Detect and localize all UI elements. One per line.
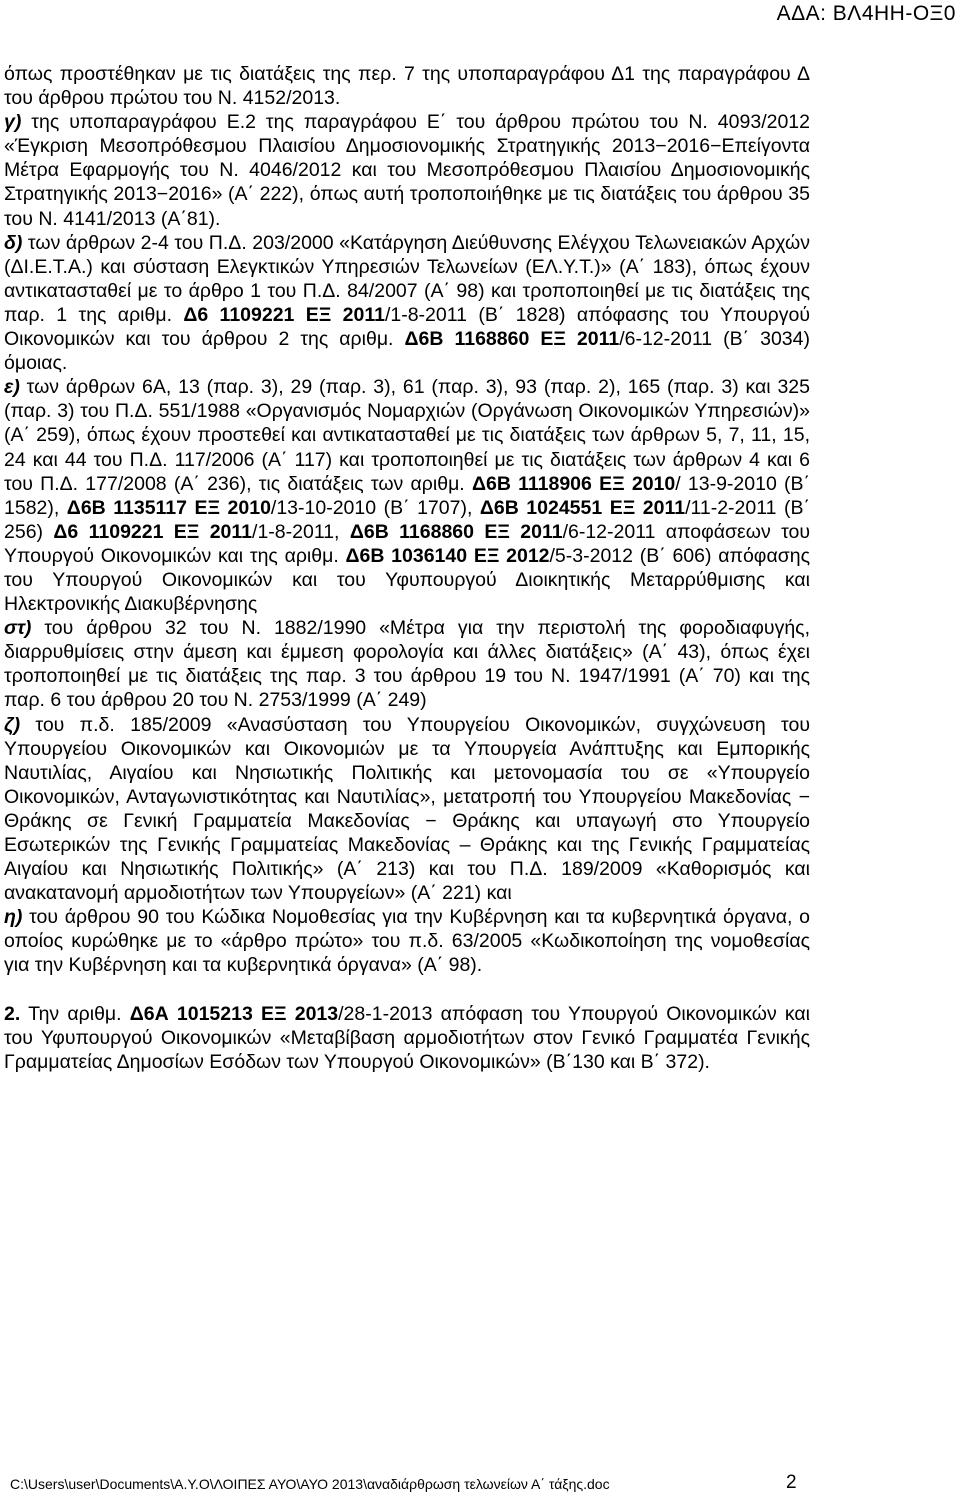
- decision-ref: Δ6Β 1024551 ΕΞ 2011: [479, 496, 686, 519]
- paragraph-item-2: [4, 1002, 810, 1074]
- item-label-gamma: γ): [4, 111, 22, 134]
- decision-ref: Δ6Β 1118906 ΕΞ 2010: [471, 472, 676, 495]
- paragraph-eta-text: του άρθρου 90 του Κώδικα Νομοθεσίας για την Κυβέρνηση και τα κυβερνητικά όργανα, ο οποίος κυρώθηκε με το «άρθρο πρώτο» του π.δ. 63/2005 «Κωδικοποίηση της νομοθεσίας για την Κυβέρνηση και τα κυβερνητικά όργανα» (Α΄ 98).: [4, 906, 810, 977]
- paragraph-epsilon-text-6: /6-12-2011 αποφάσεων του Υπουργού Οικονομικών και της αριθμ.: [4, 520, 811, 567]
- paragraph-epsilon-text-3: /13-10-2010 (Β΄ 1707),: [270, 496, 480, 519]
- paragraph-epsilon-text-1: των άρθρων 6Α, 13 (παρ. 3), 29 (παρ. 3), 61 (παρ. 3), 93 (παρ. 2), 165 (παρ. 3) και 325 (παρ. 3) του Π.Δ. 551/1988 «Οργανισμός Νομαρχιών (Οργάνωση Οικονομικών Υπηρεσιών)» (Α΄ 259), όπως έχουν προστεθεί και αντικατασταθεί με τις διατάξεις των άρθρων 5, 7, 11, 15, 24 και 44 του Π.Δ. 117/2006 (Α΄ 117) και τροποποιηθεί με τις διατάξεις των άρθρων 4 και 6 του Π.Δ. 177/2008 (Α΄ 236), τις διατάξεις των αριθμ.: [4, 376, 810, 495]
- item-label-delta: δ): [4, 231, 23, 254]
- decision-ref: Δ6 1109221 ΕΞ 2011: [183, 303, 385, 326]
- decision-ref: Δ6Β 1036140 ΕΞ 2012: [345, 544, 550, 567]
- paragraph-st-text: του άρθρου 32 του Ν. 1882/1990 «Μέτρα για την περιστολή της φοροδιαφυγής, διαρρυθμίσεις στην άμεση και έμμεση φορολογία και άλλες διατάξεις» (Α΄ 43), όπως έχει τροποποιηθεί με τις διατάξεις της παρ. 3 του άρθρου 19 του Ν. 1947/1991 (Α΄ 70) και της παρ. 6 του άρθρου 20 του Ν. 2753/1999 (Α΄ 249): [4, 617, 810, 712]
- paragraph-delta: [4, 231, 810, 376]
- decision-ref: Δ6Β 1168860 ΕΞ 2011: [404, 328, 620, 351]
- decision-ref: Δ6Β 1135117 ΕΞ 2010: [66, 496, 271, 519]
- paragraph-eta: [4, 905, 810, 977]
- ada-code: ΑΔΑ: ΒΛ4ΗΗ-ΟΞ0: [776, 2, 956, 25]
- paragraph-item-2-text-2: /28-1-2013 απόφαση του Υπουργού Οικονομικών και του Υφυπουργού Οικονομικών «Μεταβίβαση αρμοδιοτήτων στον Γενικό Γραμματέα Γενικής Γραμματείας Δημοσίων Εσόδων των Υπουργού Οικονομικών» (Β΄130 και Β΄ 372).: [4, 1002, 811, 1073]
- decision-ref: Δ6 1109221 ΕΞ 2011: [53, 520, 253, 543]
- paragraph-epsilon-text-5: /1-8-2011,: [252, 520, 350, 543]
- paragraph-zeta-text: του π.δ. 185/2009 «Ανασύσταση του Υπουργείου Οικονομικών, συγχώνευση του Υπουργείου Οικονομικών και Οικονομιών με τα Υπουργεία Ανάπτυξης και Εμπορικής Ναυτιλίας, Αιγαίου και Νησιωτικής Πολιτικής και μετονομασία του σε «Υπουργείο Οικονομικών, Ανταγωνιστικότητας και Ναυτιλίας», μετατροπή του Υπουργείου Μακεδονίας − Θράκης σε Γενική Γραμματεία Μακεδονίας − Θράκης και υπαγωγή στο Υπουργείο Εσωτερικών της Γενικής Γραμματείας Μακεδονίας – Θράκης και της Γενικής Γραμματείας Αιγαίου και Νησιωτικής Πολιτικής» (Α΄ 213) και του Π.Δ. 189/2009 «Καθορισμός και ανακατανομή αρμοδιοτήτων των Υπουργείων» (Α΄ 221) και: [4, 713, 810, 905]
- paragraph-item-2-text-1: Την αριθμ.: [20, 1002, 130, 1025]
- decision-ref: Δ6Α 1015213 ΕΞ 2013: [129, 1002, 339, 1025]
- item-number-2: 2.: [4, 1002, 21, 1025]
- decision-ref: Δ6Β 1168860 ΕΞ 2011: [349, 520, 563, 543]
- paragraph-epsilon-text-2: / 13-9-2010 (Β΄ 1582),: [4, 472, 810, 519]
- paragraph-delta-text-3: /6-12-2011 (Β΄ 3034) όμοιας.: [4, 328, 810, 375]
- paragraph-zeta: [4, 713, 810, 906]
- paragraph-delta-text-1: των άρθρων 2-4 του Π.Δ. 203/2000 «Κατάργηση Διεύθυνσης Ελέγχου Τελωνειακών Αρχών (ΔΙ.Ε.Τ.Α.) και σύσταση Ελεγκτικών Υπηρεσιών Τελωνείων (ΕΛ.Υ.Τ.)» (Α΄ 183), όπως έχουν αντικατασταθεί με το άρθρο 1 του Π.Δ. 84/2007 (Α΄ 98) και τροποποιηθεί με τις διατάξεις της παρ. 1 της αριθμ.: [4, 231, 810, 326]
- paragraph-epsilon: [4, 375, 810, 616]
- item-label-eta: η): [4, 906, 23, 929]
- paragraph-st: [4, 616, 810, 712]
- document-body: [4, 62, 810, 1074]
- paragraph-delta-text-2: /1-8-2011 (Β΄ 1828) απόφασης του Υπουργού Οικονομικών και του άρθρου 2 της αριθμ.: [4, 303, 810, 351]
- item-label-zeta: ζ): [4, 713, 21, 736]
- paragraph-spacer: [4, 978, 810, 1002]
- page-number: 2: [786, 1472, 797, 1493]
- item-label-epsilon: ε): [4, 376, 20, 399]
- paragraph-gamma: [4, 110, 810, 230]
- paragraph-intro: όπως προστέθηκαν με τις διατάξεις της περ. 7 της υποπαραγράφου Δ1 της παραγράφου Δ του άρθρου πρώτου του Ν. 4152/2013.: [4, 63, 810, 110]
- paragraph-gamma-text: της υποπαραγράφου Ε.2 της παραγράφου Ε΄ του άρθρου πρώτου του Ν. 4093/2012 «Έγκριση Μεσοπρόθεσμου Πλαισίου Δημοσιονομικής Στρατηγικής 2013−2016−Επείγοντα Μέτρα Εφαρμογής του Ν. 4046/2012 και του Μεσοπρόθεσμου Πλαισίου Δημοσιονομικής Στρατηγικής 2013−2016» (Α΄ 222), όπως αυτή τροποποιήθηκε με τις διατάξεις του άρθρου 35 του Ν. 4141/2013 (Α΄81).: [4, 111, 810, 230]
- paragraph-epsilon-text-4: /11-2-2011 (Β΄ 256): [4, 496, 810, 543]
- paragraph-epsilon-text-7: /5-3-2012 (Β΄ 606) απόφασης του Υπουργού Οικονομικών και του Υφυπουργού Διοικητικής Μεταρρύθμισης και Ηλεκτρονικής Διακυβέρνησης: [4, 544, 810, 616]
- footer-file-path: C:\Users\user\Documents\Α.Υ.Ο\ΛΟΙΠΕΣ ΑΥΟ\ΑΥΟ 2013\αναδιάρθρωση τελωνείων Α΄ τάξης.doc: [10, 1476, 610, 1492]
- item-label-st: στ): [4, 617, 32, 640]
